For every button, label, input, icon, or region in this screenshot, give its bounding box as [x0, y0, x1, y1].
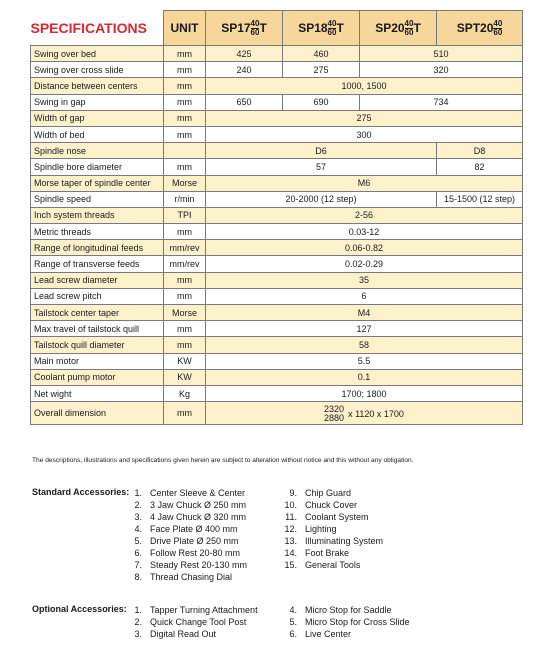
row-label: Metric threads	[31, 224, 164, 240]
row-unit: mm	[164, 288, 206, 304]
model-header: SP20 $\frac{40}{60}$ T	[360, 11, 437, 46]
list-item: 2. 3 Jaw Chuck Ø 250 mm	[134, 500, 247, 510]
cell-value: 0.02-0.29	[206, 256, 523, 272]
table-row	[31, 353, 523, 369]
list-item: 2. Quick Change Tool Post	[134, 617, 247, 627]
specifications-title: SPECIFICATIONS	[31, 11, 164, 46]
row-label: Width of bed	[31, 126, 164, 142]
row-label: Spindle nose	[31, 143, 164, 159]
table-row	[31, 94, 523, 110]
row-label: Distance between centers	[31, 78, 164, 94]
cell-value: 0.1	[206, 369, 523, 385]
row-label: Tailstock quill diameter	[31, 337, 164, 353]
row-unit: mm	[164, 78, 206, 94]
row-label: Max travel of tailstock quill	[31, 321, 164, 337]
row-label: Coolant pump motor	[31, 369, 164, 385]
table-row	[31, 110, 523, 126]
optional-accessories-list-1	[127, 604, 258, 640]
list-item: 5. Micro Stop for Cross Slide	[289, 617, 410, 627]
table-row	[31, 369, 523, 385]
cell-value: 58	[206, 337, 523, 353]
row-label: Range of longitudinal feeds	[31, 240, 164, 256]
cell-value: 734	[360, 94, 523, 110]
list-item: 12. Lighting	[284, 524, 337, 534]
optional-accessories-title: Optional Accessories:	[32, 604, 127, 614]
cell-value: 1700; 1800	[206, 385, 523, 401]
row-label: Net wight	[31, 385, 164, 401]
row-unit: KW	[164, 353, 206, 369]
list-item: 1. Tapper Turning Attachment	[134, 605, 258, 615]
cell-value: M4	[206, 305, 523, 321]
specifications-table	[30, 10, 523, 425]
cell-value: 15-1500 (12 step)	[437, 191, 523, 207]
row-label: Swing over bed	[31, 46, 164, 62]
cell-value: 650	[206, 94, 283, 110]
row-unit	[164, 143, 206, 159]
model-header: SP17 $\frac{40}{60}$ T	[206, 11, 283, 46]
row-label: Swing over cross slide	[31, 62, 164, 78]
cell-value: 5.5	[206, 353, 523, 369]
list-item: 3. 4 Jaw Chuck Ø 320 mm	[134, 512, 247, 522]
table-row	[31, 402, 523, 425]
row-unit: mm	[164, 272, 206, 288]
cell-value: 460	[283, 46, 360, 62]
cell-value: 127	[206, 321, 523, 337]
unit-header: UNIT	[164, 11, 206, 46]
row-label: Lead screw pitch	[31, 288, 164, 304]
cell-value: 82	[437, 159, 523, 175]
overall-dimension-value	[206, 402, 523, 425]
list-item: 9. Chip Guard	[289, 488, 352, 498]
row-unit: mm	[164, 126, 206, 142]
cell-value: 300	[206, 126, 523, 142]
standard-accessories-list-2	[282, 487, 383, 571]
cell-value: 510	[360, 46, 523, 62]
cell-value: 425	[206, 46, 283, 62]
row-unit: mm	[164, 224, 206, 240]
cell-value: 320	[360, 62, 523, 78]
disclaimer-text: The descriptions, illustrations and specifications given herein are subject to alteration without notice and this without any obligation.	[32, 457, 414, 464]
table-row	[31, 143, 523, 159]
dimension-length-1: 2320	[324, 403, 345, 414]
table-row	[31, 288, 523, 304]
row-unit: mm	[164, 402, 206, 425]
cell-value: 690	[283, 94, 360, 110]
row-unit: mm	[164, 321, 206, 337]
table-row	[31, 126, 523, 142]
table-row	[31, 46, 523, 62]
model-header: SPT20 $\frac{40}{60}$	[437, 11, 523, 46]
cell-value: 2-56	[206, 207, 523, 223]
row-label: Main motor	[31, 353, 164, 369]
cell-value: 6	[206, 288, 523, 304]
standard-accessories-list-1	[127, 487, 247, 583]
row-label: Width of gap	[31, 110, 164, 126]
row-label: Spindle bore diameter	[31, 159, 164, 175]
row-unit: TPI	[164, 207, 206, 223]
cell-value: 35	[206, 272, 523, 288]
model-header: SP18 $\frac{40}{60}$ T	[283, 11, 360, 46]
row-unit: Morse	[164, 175, 206, 191]
dimension-length-2: 2880	[324, 412, 345, 423]
table-row	[31, 305, 523, 321]
row-unit: mm/rev	[164, 240, 206, 256]
table-row	[31, 224, 523, 240]
table-row	[31, 385, 523, 401]
table-row	[31, 78, 523, 94]
row-label: Range of transverse feeds	[31, 256, 164, 272]
list-item: 15. General Tools	[284, 560, 361, 570]
list-item: 3. Digital Read Out	[134, 629, 217, 639]
row-label: Inch system threads	[31, 207, 164, 223]
row-unit: mm	[164, 62, 206, 78]
list-item: 4. Face Plate Ø 400 mm	[134, 524, 238, 534]
cell-value: 0.06-0.82	[206, 240, 523, 256]
cell-value: 0.03-12	[206, 224, 523, 240]
list-item: 7. Steady Rest 20-130 mm	[134, 560, 248, 570]
list-item: 14. Foot Brake	[284, 548, 350, 558]
table-row	[31, 272, 523, 288]
table-row	[31, 321, 523, 337]
cell-value: M6	[206, 175, 523, 191]
row-label: Spindle speed	[31, 191, 164, 207]
table-row	[31, 159, 523, 175]
table-row	[31, 337, 523, 353]
row-unit: mm	[164, 46, 206, 62]
cell-value: 20-2000 (12 step)	[206, 191, 437, 207]
cell-value: 275	[283, 62, 360, 78]
cell-value: 1000, 1500	[206, 78, 523, 94]
row-unit: mm/rev	[164, 256, 206, 272]
row-label: Overall dimension	[31, 402, 164, 425]
row-unit: mm	[164, 159, 206, 175]
dimension-rest: x 1120 x 1700	[348, 408, 404, 419]
list-item: 11. Coolant System	[285, 512, 369, 522]
cell-value: D6	[206, 143, 437, 159]
table-row	[31, 207, 523, 223]
row-unit: mm	[164, 110, 206, 126]
table-row	[31, 191, 523, 207]
list-item: 13. Illuminating System	[284, 536, 384, 546]
row-unit: r/min	[164, 191, 206, 207]
cell-value: 240	[206, 62, 283, 78]
row-label: Lead screw diameter	[31, 272, 164, 288]
row-unit: mm	[164, 94, 206, 110]
list-item: 8. Thread Chasing Dial	[134, 572, 233, 582]
row-unit: KW	[164, 369, 206, 385]
list-item: 4. Micro Stop for Saddle	[289, 605, 392, 615]
row-unit: Morse	[164, 305, 206, 321]
cell-value: 57	[206, 159, 437, 175]
table-row	[31, 175, 523, 191]
list-item: 1. Center Sleeve & Center	[134, 488, 246, 498]
list-item: 10. Chuck Cover	[284, 500, 358, 510]
row-label: Swing in gap	[31, 94, 164, 110]
list-item: 5. Drive Plate Ø 250 mm	[134, 536, 239, 546]
table-row	[31, 240, 523, 256]
row-unit: Kg	[164, 385, 206, 401]
row-label: Tailstock center taper	[31, 305, 164, 321]
cell-value: 275	[206, 110, 523, 126]
list-item: 6. Follow Rest 20-80 mm	[134, 548, 241, 558]
cell-value: D8	[437, 143, 523, 159]
header-row	[31, 11, 523, 46]
table-row	[31, 256, 523, 272]
table-row	[31, 62, 523, 78]
row-unit: mm	[164, 337, 206, 353]
optional-accessories-list-2	[282, 604, 410, 640]
standard-accessories-title: Standard Accessories:	[32, 487, 130, 497]
list-item: 6. Live Center	[289, 629, 352, 639]
row-label: Morse taper of spindle center	[31, 175, 164, 191]
